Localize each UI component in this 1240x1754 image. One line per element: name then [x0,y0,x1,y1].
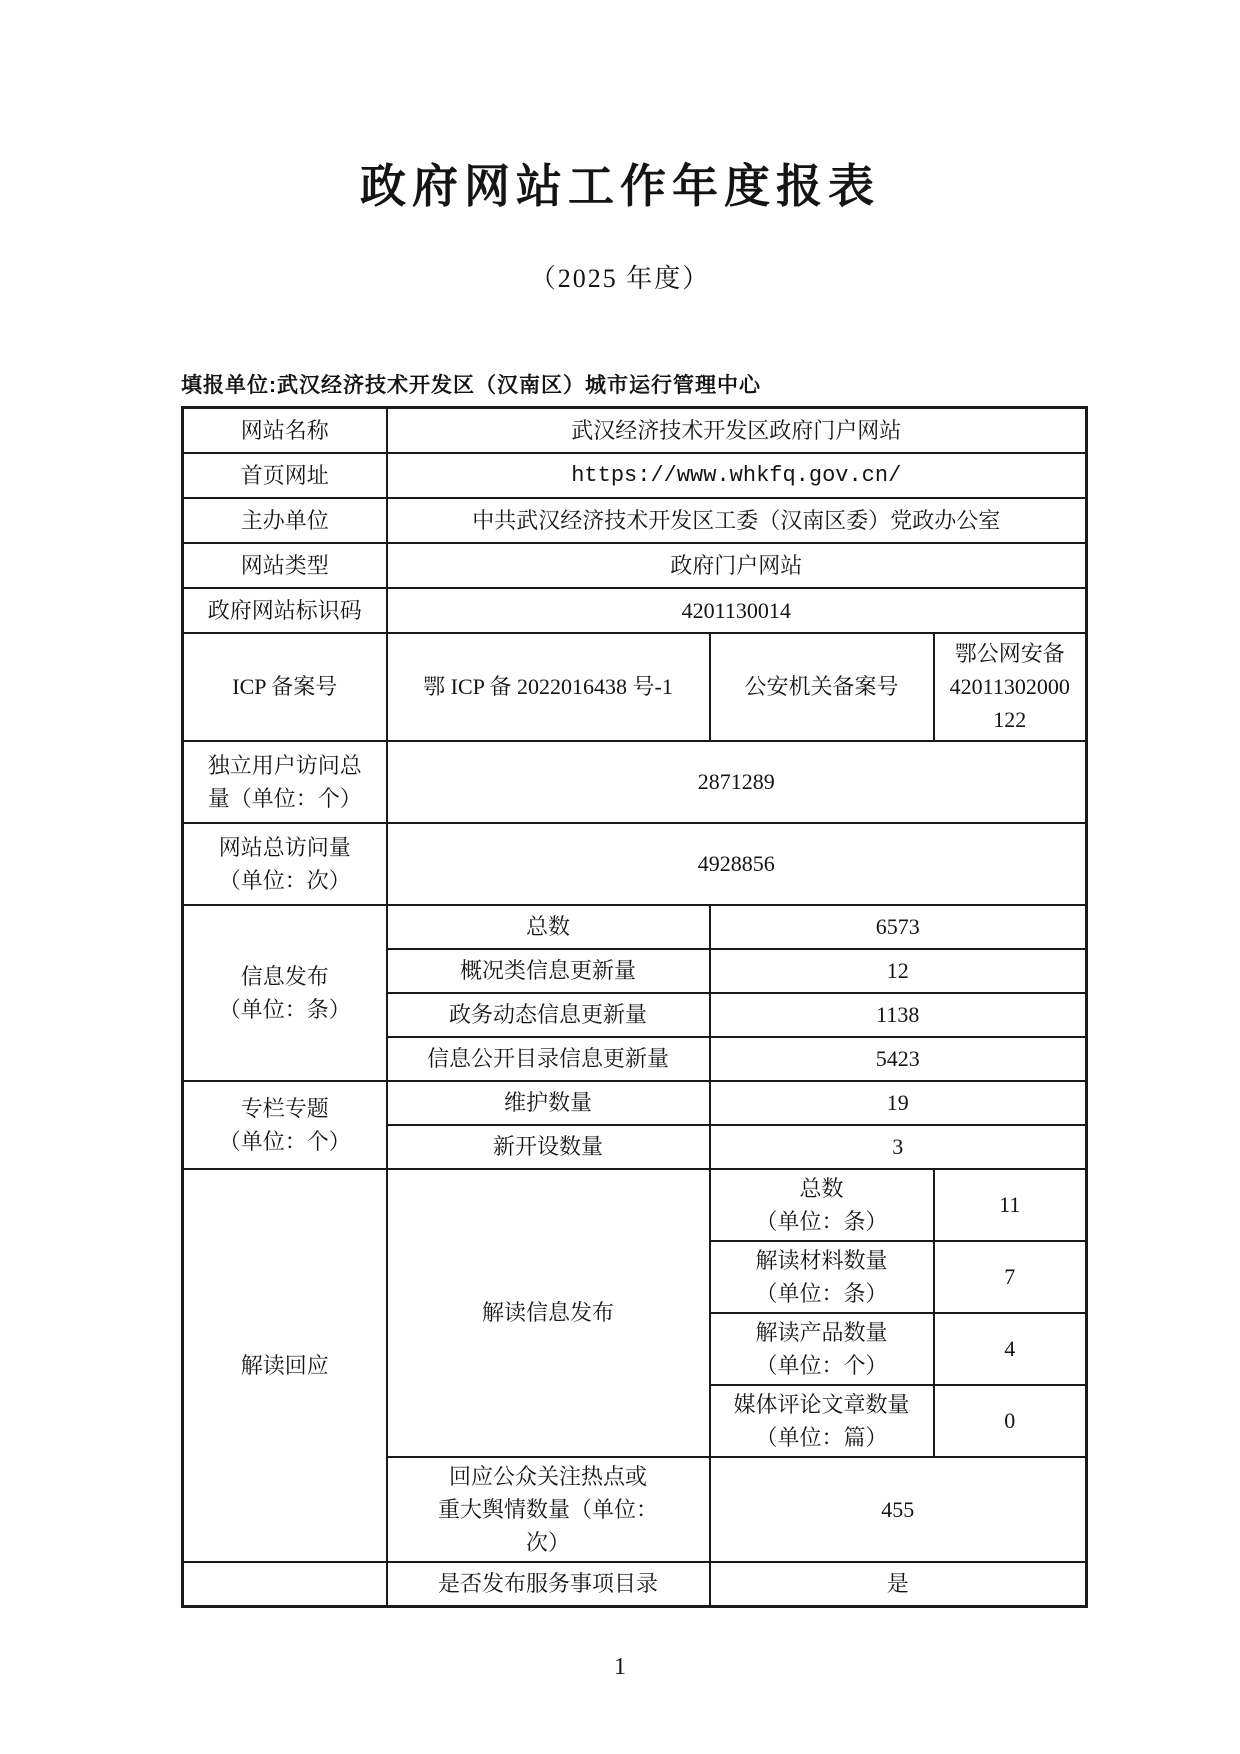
organizer-label: 主办单位 [183,498,387,543]
row-organizer [183,498,1087,543]
unique-visitors-value: 2871289 [387,741,1087,823]
label-line: （单位：次） [218,867,351,893]
interpret-row-label [710,1313,934,1385]
label-line: 网站总访问量 [218,834,351,860]
site-type-value: 政府门户网站 [387,543,1087,588]
total-visits-value: 4928856 [387,823,1087,905]
page-number: 1 [614,1654,626,1680]
row-site-type [183,543,1087,588]
info-publish-row-label: 概况类信息更新量 [387,949,710,993]
interpret-row-value: 7 [934,1241,1087,1313]
row-site-name [183,408,1087,453]
site-name-value: 武汉经济技术开发区政府门户网站 [387,408,1087,453]
total-visits-label [183,823,387,905]
annual-report-table [181,406,1088,1608]
info-publish-row-value: 12 [710,949,1087,993]
label-line: 总数 [799,1175,844,1201]
label-line: 量（单位：个） [207,785,362,811]
interpret-row-label [710,1385,934,1457]
filer-label: 填报单位: [181,374,277,397]
police-record-line: 122 [993,707,1027,732]
icp-label: ICP 备案号 [183,633,387,741]
info-publish-row-value: 5423 [710,1037,1087,1081]
label-line: 独立用户访问总 [207,752,362,778]
site-name-label: 网站名称 [183,408,387,453]
unit-line: （单位：条） [755,1280,888,1306]
row-icp [183,633,1087,741]
site-code-value: 4201130014 [387,588,1087,633]
info-publish-row-value: 6573 [710,905,1087,949]
police-record-line: 鄂公网安备 [954,641,1065,666]
label-line: 解读材料数量 [755,1247,888,1273]
section-label-line: 专栏专题 [240,1095,329,1121]
empty-cell [183,1562,387,1607]
special-columns-row-label: 维护数量 [387,1081,710,1125]
row-interpret-total [183,1169,1087,1241]
row-home-url [183,453,1087,498]
row-service-catalog [183,1562,1087,1607]
special-columns-section-label [183,1081,387,1169]
section-unit-line: （单位：条） [218,996,351,1022]
info-publish-row-value: 1138 [710,993,1087,1037]
hotspot-response-label [387,1457,710,1562]
interpretation-section-label: 解读回应 [183,1169,387,1562]
section-label-line: 信息发布 [240,963,329,989]
interpret-row-value: 11 [934,1169,1087,1241]
page-subtitle: （2025 年度） [529,264,711,293]
home-url-value: https://www.whkfq.gov.cn/ [387,453,1087,498]
interpret-publish-label: 解读信息发布 [387,1169,710,1457]
organizer-value: 中共武汉经济技术开发区工委（汉南区委）党政办公室 [387,498,1087,543]
site-type-label: 网站类型 [183,543,387,588]
unit-line: （单位：个） [755,1352,888,1378]
interpret-row-value: 4 [934,1313,1087,1385]
row-site-code [183,588,1087,633]
police-record-label: 公安机关备案号 [710,633,934,741]
home-url-label: 首页网址 [183,453,387,498]
unique-visitors-label [183,741,387,823]
icp-value: 鄂 ICP 备 2022016438 号-1 [387,633,710,741]
interpret-row-value: 0 [934,1385,1087,1457]
interpret-row-label [710,1169,934,1241]
special-columns-row-label: 新开设数量 [387,1125,710,1169]
info-publish-row-label: 政务动态信息更新量 [387,993,710,1037]
hotspot-response-value: 455 [710,1457,1087,1562]
site-code-label: 政府网站标识码 [183,588,387,633]
filer-line [181,369,1240,399]
info-publish-row-label: 总数 [387,905,710,949]
row-special-columns-maintain [183,1081,1087,1125]
filer-value: 武汉经济技术开发区（汉南区）城市运行管理中心 [277,374,761,397]
interpret-row-label [710,1241,934,1313]
row-total-visits [183,823,1087,905]
special-columns-row-value: 19 [710,1081,1087,1125]
special-columns-row-value: 3 [710,1125,1087,1169]
info-publish-row-label: 信息公开目录信息更新量 [387,1037,710,1081]
police-record-value [934,633,1087,741]
page-title: 政府网站工作年度报表 [360,160,880,212]
label-line: 重大舆情数量（单位： [437,1496,658,1522]
label-line: 回应公众关注热点或 [448,1463,647,1489]
row-unique-visitors [183,741,1087,823]
info-publish-section-label [183,905,387,1081]
unit-line: （单位：条） [755,1208,888,1234]
section-unit-line: （单位：个） [218,1128,351,1154]
police-record-line: 42011302000 [949,674,1070,699]
label-line: 解读产品数量 [755,1319,888,1345]
service-catalog-value: 是 [710,1562,1087,1607]
label-line: 媒体评论文章数量 [733,1391,910,1417]
label-line: 次） [525,1529,570,1555]
service-catalog-label: 是否发布服务事项目录 [387,1562,710,1607]
unit-line: （单位：篇） [755,1424,888,1450]
row-info-publish-total [183,905,1087,949]
